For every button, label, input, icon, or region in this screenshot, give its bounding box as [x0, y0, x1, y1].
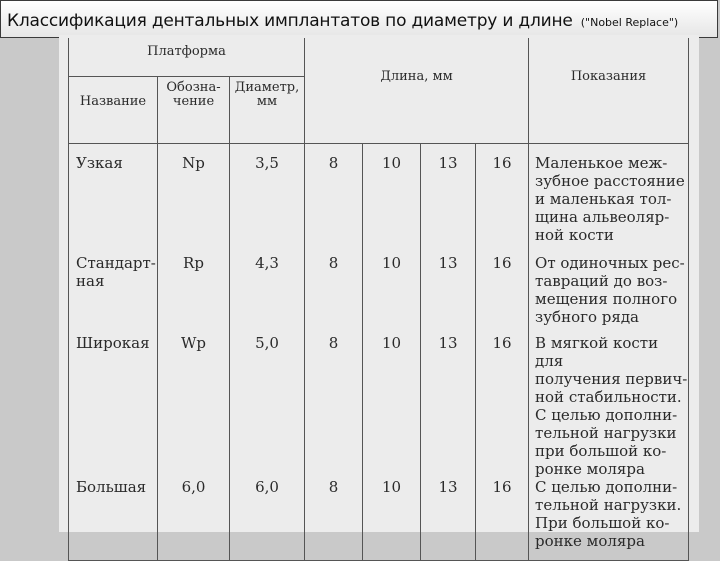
indication-line: ронке моляра — [535, 460, 645, 478]
indication-line: тавраций до воз- — [535, 272, 668, 290]
header-row-1 — [69, 38, 689, 77]
indication-line: ной кости — [535, 226, 614, 244]
row-code: Rp — [158, 254, 230, 334]
indication-line: зубного ряда — [535, 308, 639, 326]
row-length-16: 16 — [476, 154, 529, 254]
indication-line: При большой ко- — [535, 514, 670, 532]
slide-subtitle: ("Nobel Replace") — [580, 16, 679, 29]
code-header — [158, 77, 230, 144]
row-length-8: 8 — [305, 254, 363, 334]
indication-line: зубное расстояние — [535, 172, 685, 190]
row-length-16: 16 — [476, 334, 529, 478]
diameter-header-line2: мм — [256, 94, 278, 109]
length-header: Длина, мм — [305, 38, 529, 144]
row-length-13: 13 — [421, 334, 476, 478]
row-diameter: 5,0 — [230, 334, 305, 478]
row-diameter: 3,5 — [230, 154, 305, 254]
row-length-16: 16 — [476, 478, 529, 561]
row-length-8: 8 — [305, 478, 363, 561]
table-row — [69, 154, 689, 254]
slide-title: Классификация дентальных имплантатов по диаметру и длине — [7, 11, 573, 31]
slide-title-bar — [0, 0, 718, 38]
indication-line: при большой ко- — [535, 442, 667, 460]
indication-line: ронке моляра — [535, 532, 645, 550]
header-gap — [69, 144, 689, 155]
row-length-10: 10 — [363, 478, 421, 561]
row-length-13: 13 — [421, 154, 476, 254]
indication-line: С целью дополни- — [535, 478, 678, 496]
row-length-8: 8 — [305, 334, 363, 478]
row-length-16: 16 — [476, 254, 529, 334]
row-name — [69, 254, 158, 334]
table-row — [69, 254, 689, 334]
indication-line: С целью дополни- — [535, 406, 678, 424]
indications-header: Показания — [529, 38, 689, 144]
indication-line: щина альвеоляр- — [535, 208, 670, 226]
implant-classification-table — [68, 38, 689, 561]
row-length-8: 8 — [305, 154, 363, 254]
row-indication — [529, 254, 689, 334]
row-length-13: 13 — [421, 254, 476, 334]
indication-line: тельной нагрузки — [535, 424, 677, 442]
row-length-10: 10 — [363, 154, 421, 254]
row-code: Np — [158, 154, 230, 254]
row-name — [69, 334, 158, 478]
row-indication — [529, 334, 689, 478]
row-diameter: 4,3 — [230, 254, 305, 334]
indication-line: От одиночных рес- — [535, 254, 685, 272]
indication-line: мещения полного — [535, 290, 678, 308]
name-header: Название — [69, 77, 158, 144]
row-length-10: 10 — [363, 254, 421, 334]
scanned-table-sheet — [59, 35, 699, 550]
row-code: 6,0 — [158, 478, 230, 561]
indication-line: тельной нагрузки. — [535, 496, 682, 514]
code-header-line1: Обозна- — [166, 80, 221, 95]
indication-line: В мягкой кости для — [535, 334, 659, 370]
indication-line: и маленькая тол- — [535, 190, 672, 208]
indication-line: ной стабильности. — [535, 388, 682, 406]
row-length-10: 10 — [363, 334, 421, 478]
diameter-header — [230, 77, 305, 144]
table-row — [69, 334, 689, 478]
code-header-line2: чение — [172, 94, 215, 109]
row-name — [69, 478, 158, 561]
table-row — [69, 478, 689, 561]
row-name-line2: ная — [76, 272, 105, 290]
row-indication — [529, 154, 689, 254]
row-code: Wp — [158, 334, 230, 478]
row-indication — [529, 478, 689, 561]
row-name-line1: Стандарт- — [76, 254, 156, 272]
row-name — [69, 154, 158, 254]
indication-line: Маленькое меж- — [535, 154, 668, 172]
row-name-line1: Узкая — [76, 154, 123, 172]
row-name-line1: Большая — [76, 478, 147, 496]
row-diameter: 6,0 — [230, 478, 305, 561]
indication-line: получения первич- — [535, 370, 688, 388]
row-name-line1: Широкая — [76, 334, 150, 352]
platform-header: Платформа — [69, 38, 305, 77]
diameter-header-line1: Диаметр, — [234, 80, 300, 95]
row-length-13: 13 — [421, 478, 476, 561]
